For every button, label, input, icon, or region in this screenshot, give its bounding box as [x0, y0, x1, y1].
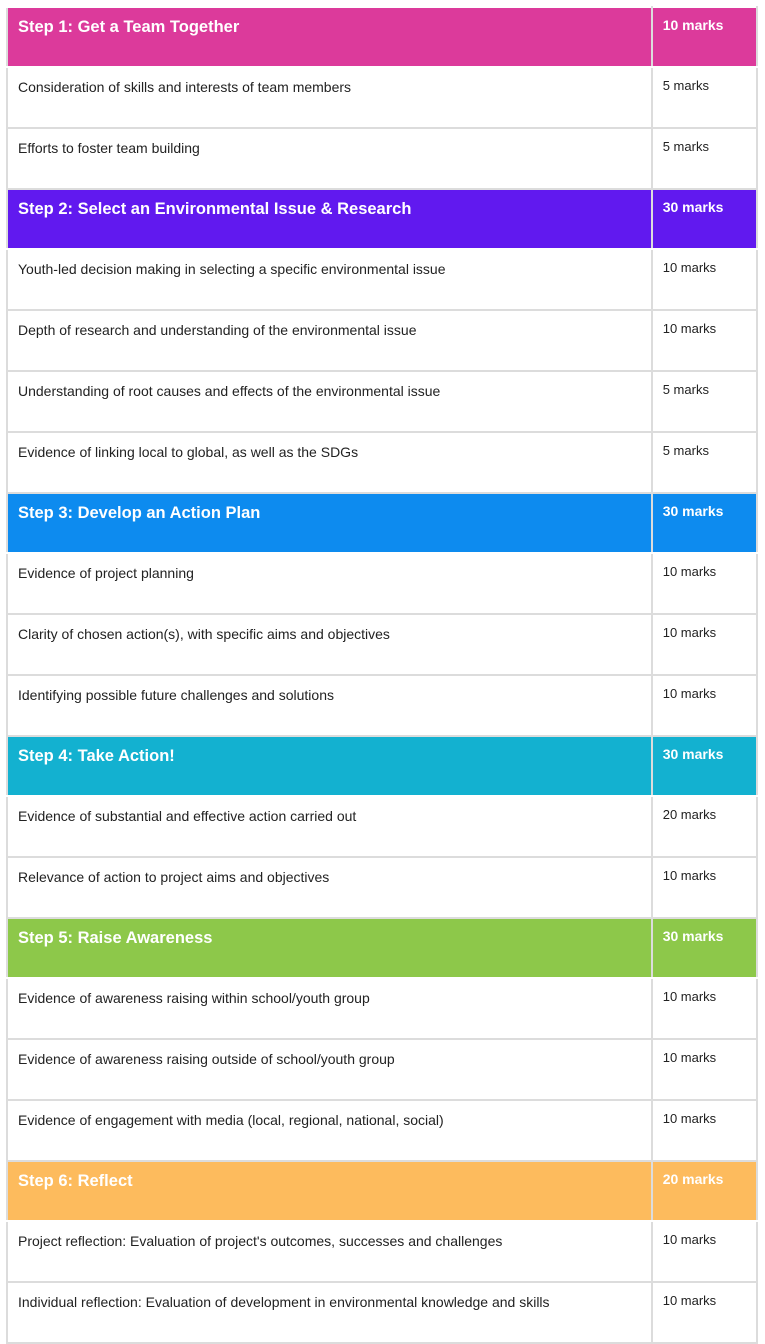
step-total-marks: 30 marks: [652, 493, 757, 553]
criterion-text: Evidence of awareness raising outside of school/youth group: [7, 1039, 652, 1100]
criterion-row: [7, 1282, 757, 1343]
criterion-marks: 5 marks: [652, 432, 757, 493]
criterion-row: [7, 1100, 757, 1161]
criterion-row: [7, 553, 757, 614]
criterion-marks: 5 marks: [652, 371, 757, 432]
criterion-text: Youth-led decision making in selecting a specific environmental issue: [7, 249, 652, 310]
criterion-marks: 20 marks: [652, 796, 757, 857]
criterion-row: [7, 1039, 757, 1100]
criterion-marks: 5 marks: [652, 128, 757, 189]
step-total-marks: 20 marks: [652, 1161, 757, 1221]
criterion-row: [7, 128, 757, 189]
rubric-body: [7, 7, 757, 1343]
criterion-marks: 10 marks: [652, 978, 757, 1039]
criterion-marks: 10 marks: [652, 1282, 757, 1343]
criterion-marks: 10 marks: [652, 310, 757, 371]
criterion-text: Project reflection: Evaluation of project's outcomes, successes and challenges: [7, 1221, 652, 1282]
step-header-row: [7, 918, 757, 978]
criterion-text: Clarity of chosen action(s), with specific aims and objectives: [7, 614, 652, 675]
criterion-text: Individual reflection: Evaluation of development in environmental knowledge and skills: [7, 1282, 652, 1343]
criterion-text: Consideration of skills and interests of team members: [7, 67, 652, 128]
criterion-marks: 10 marks: [652, 553, 757, 614]
criterion-row: [7, 371, 757, 432]
criterion-text: Understanding of root causes and effects of the environmental issue: [7, 371, 652, 432]
step-total-marks: 30 marks: [652, 918, 757, 978]
criterion-marks: 10 marks: [652, 1100, 757, 1161]
step-header-row: [7, 1161, 757, 1221]
criterion-text: Depth of research and understanding of the environmental issue: [7, 310, 652, 371]
criterion-marks: 10 marks: [652, 675, 757, 736]
criterion-marks: 10 marks: [652, 857, 757, 918]
step-title: Step 1: Get a Team Together: [7, 7, 652, 67]
step-title: Step 2: Select an Environmental Issue & Research: [7, 189, 652, 249]
step-header-row: [7, 189, 757, 249]
criterion-marks: 10 marks: [652, 1039, 757, 1100]
criterion-text: Identifying possible future challenges and solutions: [7, 675, 652, 736]
criterion-marks: 10 marks: [652, 1221, 757, 1282]
criterion-marks: 5 marks: [652, 67, 757, 128]
criterion-row: [7, 432, 757, 493]
criterion-text: Evidence of engagement with media (local, regional, national, social): [7, 1100, 652, 1161]
criterion-text: Evidence of awareness raising within school/youth group: [7, 978, 652, 1039]
criterion-marks: 10 marks: [652, 249, 757, 310]
criterion-text: Efforts to foster team building: [7, 128, 652, 189]
criterion-row: [7, 67, 757, 128]
step-total-marks: 10 marks: [652, 7, 757, 67]
criterion-row: [7, 1221, 757, 1282]
step-title: Step 5: Raise Awareness: [7, 918, 652, 978]
criterion-row: [7, 249, 757, 310]
criterion-text: Evidence of linking local to global, as well as the SDGs: [7, 432, 652, 493]
criterion-text: Evidence of project planning: [7, 553, 652, 614]
step-title: Step 4: Take Action!: [7, 736, 652, 796]
step-title: Step 3: Develop an Action Plan: [7, 493, 652, 553]
step-total-marks: 30 marks: [652, 736, 757, 796]
step-total-marks: 30 marks: [652, 189, 757, 249]
criterion-text: Relevance of action to project aims and objectives: [7, 857, 652, 918]
criterion-row: [7, 310, 757, 371]
criterion-row: [7, 675, 757, 736]
step-header-row: [7, 736, 757, 796]
marking-rubric-table: [6, 6, 758, 1344]
criterion-marks: 10 marks: [652, 614, 757, 675]
criterion-row: [7, 614, 757, 675]
criterion-row: [7, 978, 757, 1039]
step-title: Step 6: Reflect: [7, 1161, 652, 1221]
criterion-text: Evidence of substantial and effective action carried out: [7, 796, 652, 857]
step-header-row: [7, 493, 757, 553]
criterion-row: [7, 796, 757, 857]
criterion-row: [7, 857, 757, 918]
step-header-row: [7, 7, 757, 67]
